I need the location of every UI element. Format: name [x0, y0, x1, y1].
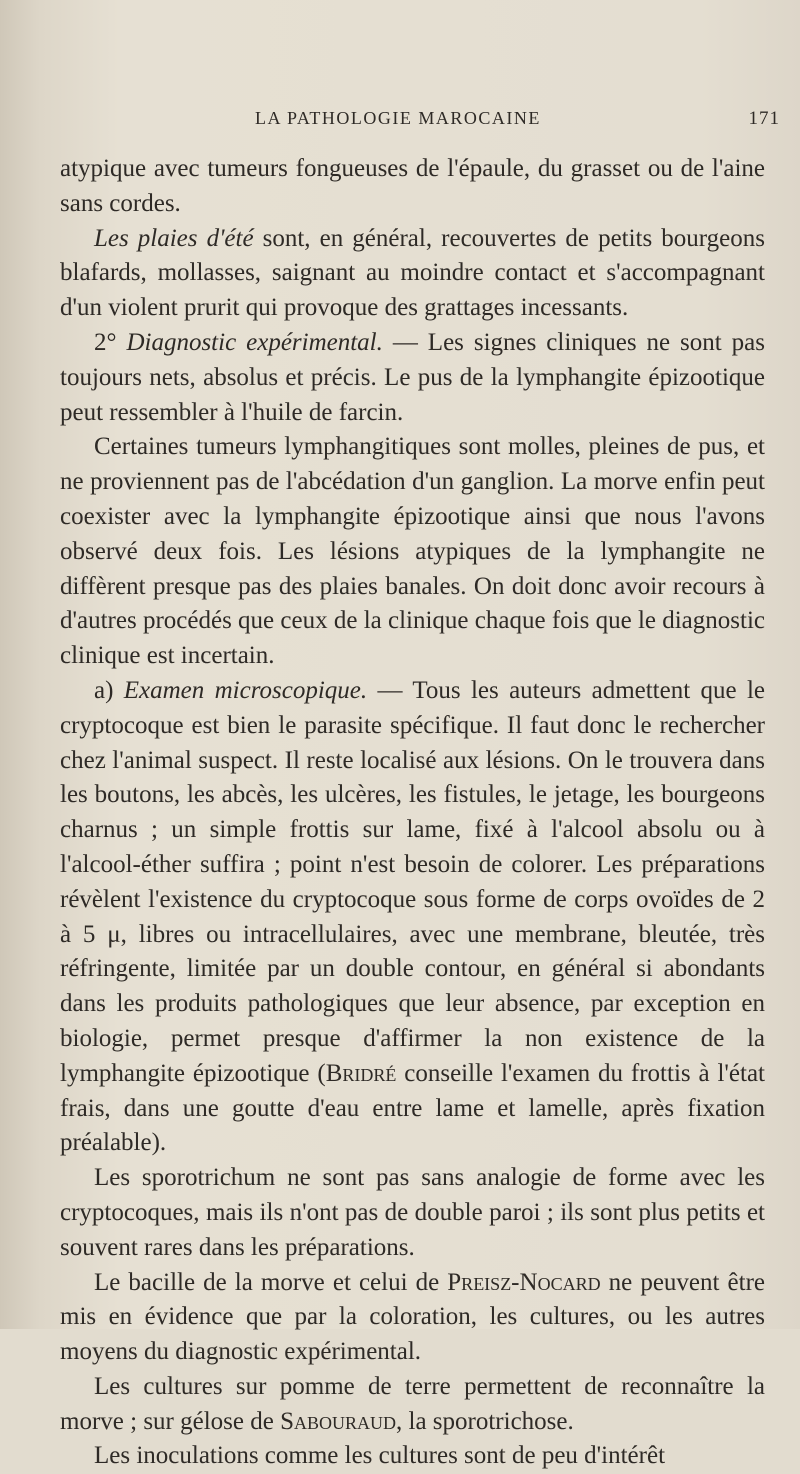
paragraph-3-heading: Diagnostic expérimental. — [126, 328, 383, 356]
paragraph-7 — [60, 1266, 765, 1370]
paragraph-5 — [60, 674, 765, 1161]
paragraph-9: Les inoculations comme les cultures sont de peu d'intérêt — [94, 1442, 666, 1470]
paragraph-2-lead: Les plaies d'été — [94, 224, 254, 252]
paragraph-3 — [60, 326, 765, 430]
paragraph-7-text-2: ne peuvent être mis en évidence que par la coloration, les cultures, ou les autres moyens du diagnostic expérimental. — [60, 1268, 765, 1366]
paragraph-5-number: a) — [94, 676, 124, 704]
paragraph-7-text-1: Le bacille de la morve et celui de — [94, 1268, 448, 1296]
paragraph-7-author: Preisz-Nocard — [447, 1268, 601, 1296]
page-header — [40, 108, 780, 138]
paragraph-6: Les sporotrichum ne sont pas sans analogie de forme avec les cryptocoques, mais ils n'ont pas de double paroi ; ils sont plus petits et souvent rares dans les préparations. — [60, 1164, 765, 1261]
paragraph-3-number: 2° — [94, 328, 127, 356]
paragraph-1: atypique avec tumeurs fongueuses de l'épaule, du grasset ou de l'aine sans cordes. — [60, 155, 765, 217]
paragraph-8-author: Sabouraud — [280, 1407, 397, 1435]
paragraph-3-text: — Les signes cliniques ne sont pas toujours nets, absolus et précis. Le pus de la lymphangite épizootique peut ressembler à l'huile de farcin. — [60, 328, 766, 426]
paragraph-5-author: Bridré — [325, 1059, 397, 1087]
running-title: LA PATHOLOGIE MAROCAINE — [255, 108, 541, 128]
paragraph-5-text-1: — Tous les auteurs admettent que le cryptocoque est bien le parasite spécifique. Il faut donc le rechercher chez l'animal suspect. Il reste localisé aux lésions. On le trouvera dans les boutons, les abcès, les ulcères, les fistules, le jetage, les bourgeons charnus ; un simple frottis sur lame, fixé à l'alcool absolu ou à l'alcool-éther suffira ; point n'est besoin de colorer. Les préparations révèlent l'existence du cryptocoque sous forme de corps ovoïdes de 2 à 5 μ, libres ou intracellulaires, avec une membrane, bleutée, très réfringente, limitée par un double contour, en général si abondants dans les produits pathologiques que leur absence, par exception en biologie, permet presque d'affirmer la non existence de la lymphangite épizootique ( — [60, 676, 765, 1087]
page-number: 171 — [748, 108, 780, 129]
paragraph-5-heading: Examen microscopique. — [123, 676, 368, 704]
paragraph-2 — [60, 222, 765, 326]
paragraph-5-text-2: conseille l'examen du frottis à l'état frais, dans une goutte d'eau entre lame et lamelle, après fixation préalable). — [60, 1059, 765, 1157]
body-text — [60, 152, 765, 1474]
paragraph-2-text: sont, en général, recouvertes de petits bourgeons blafards, mollasses, saignant au moindre contact et s'accompagnant d'un violent prurit qui provoque des grattages incessants. — [60, 224, 765, 322]
paragraph-8-text-2: , la sporotrichose. — [396, 1407, 574, 1435]
paragraph-8 — [60, 1370, 765, 1440]
paragraph-8-text-1: Les cultures sur pomme de terre permettent de reconnaître la morve ; sur gélose de — [60, 1372, 765, 1435]
paragraph-4: Certaines tumeurs lymphangitiques sont molles, pleines de pus, et ne proviennent pas de l'abcédation d'un ganglion. La morve enfin peut coexister avec la lymphangite épizootique ainsi que nous l'avons observé deux fois. Les lésions atypiques de la lymphangite ne diffèrent presque pas des plaies banales. On doit donc avoir recours à d'autres procédés que ceux de la clinique chaque fois que le diagnostic clinique est incertain. — [60, 433, 765, 670]
